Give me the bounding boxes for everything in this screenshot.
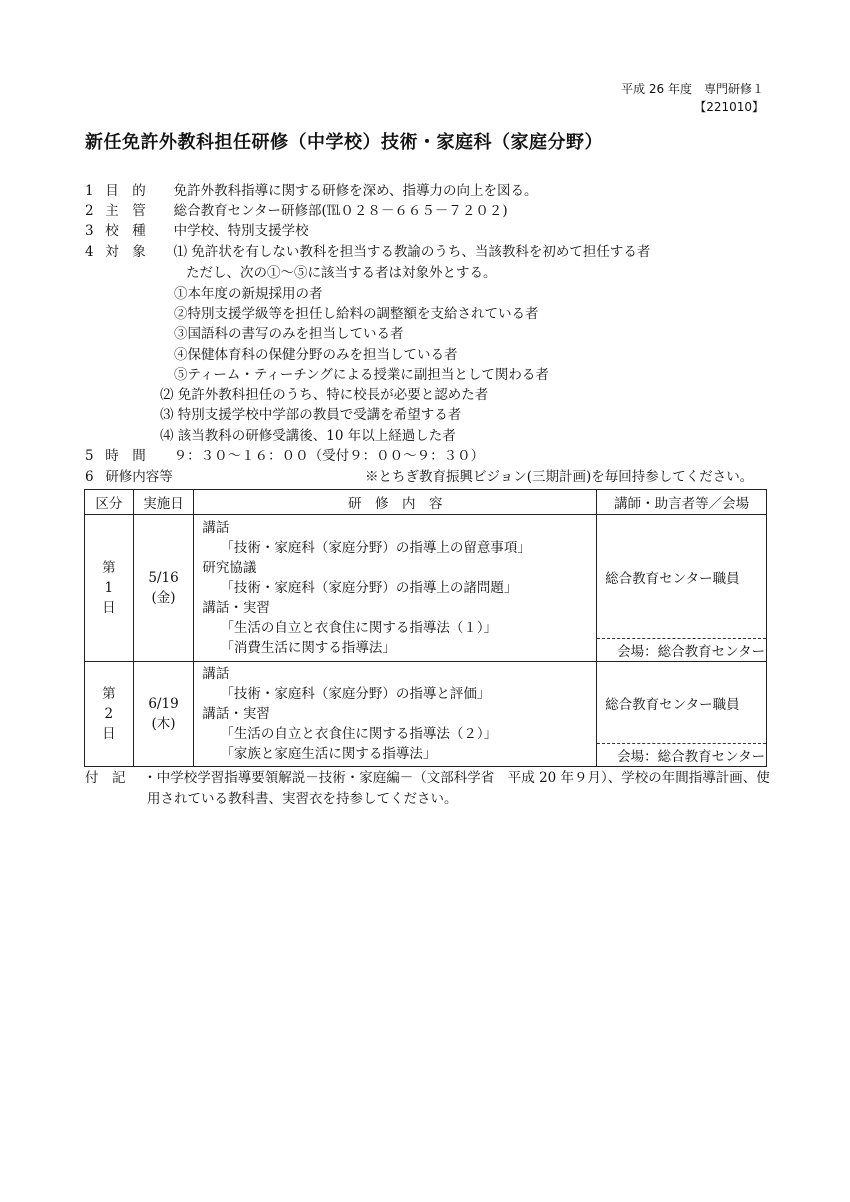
item-text: 総合教育センター研修部(℡０２８－６６５－７２０２) [173,203,508,219]
item-content [85,467,173,487]
item-organizer [85,201,508,221]
item-purpose [85,181,538,201]
content-cell [194,515,597,662]
header-date: 実施日 [133,490,194,515]
item-text: ９：３０～１６：００（受付９：００～９：３０） [173,448,485,464]
day-char: 第 [102,686,116,702]
item-number: 3 [85,223,94,239]
target-exclusion-note: ただし、次の①～⑤に該当する者は対象外とする。 [186,265,497,281]
item-label: 目 的 [105,183,146,199]
instructor-cell [597,662,767,767]
bring-vision-note: ※とちぎ教育振興ビジョン(三期計画)を毎回持参してください。 [365,469,754,485]
item-label: 主 管 [105,203,146,219]
course-code: 【221010】 [694,100,764,114]
instructor-cell [597,515,767,662]
item-label: 研修内容等 [105,469,173,485]
day-char: 第 [102,560,116,576]
session-date: 5/16 [148,570,179,586]
exclusion-item: ①本年度の新規採用の者 [174,286,323,302]
content-line: 「消費生活に関する指導法」 [220,640,396,656]
item-number: 1 [85,183,94,199]
date-cell [133,515,194,662]
content-line: 講話・実習 [202,600,270,616]
session-date: 6/19 [148,696,179,712]
content-line: 研究協議 [202,560,257,576]
table-header-row [85,490,767,515]
item-number: 4 [85,244,94,260]
item-target [85,242,650,262]
content-line: 講話 [202,520,230,536]
exclusion-item: ④保健体育科の保健分野のみを担当している者 [174,347,458,363]
content-line: 講話 [202,666,230,682]
day-cell [85,662,134,767]
item-number: 6 [85,469,94,485]
exclusion-item: ②特別支援学級等を担任し給料の調整額を支給されている者 [174,306,539,322]
item-number: 5 [85,448,94,464]
item-school-type [85,221,309,241]
footer-line-2: 用されている教科書、実習衣を持参してください。 [147,791,458,807]
date-cell [133,662,194,767]
venue: 会場：総合教育センター [597,638,766,661]
header-instructor: 講師・助言者等／会場 [597,490,767,515]
item-time [85,446,484,466]
item-number: 2 [85,203,94,219]
item-label: 時 間 [105,448,146,464]
content-line: 「生活の自立と衣食住に関する指導法（２）」 [220,726,498,742]
exclusion-item: ⑤ティーム・ティーチングによる授業に副担当として関わる者 [174,367,549,383]
item-text: 中学校、特別支援学校 [173,223,309,239]
footer-label: 付 記 [85,770,126,786]
schedule-table [84,489,767,767]
day-char: 日 [102,726,116,742]
day-char: 2 [104,706,114,722]
session-weekday: (金) [151,590,176,606]
instructor-name: 総合教育センター職員 [605,570,740,587]
content-line: 講話・実習 [202,706,270,722]
venue: 会場：総合教育センター [597,743,766,766]
item-text: 免許外教科指導に関する研修を深め、指導力の向上を図る。 [173,183,538,199]
fiscal-year-label: 平成 26 年度 専門研修１ [621,82,764,96]
page-title: 新任免許外教科担任研修（中学校）技術・家庭科（家庭分野） [85,132,603,153]
content-cell [194,662,597,767]
content-line: 「技術・家庭科（家庭分野）の指導上の諸問題」 [220,580,518,596]
footer-note [85,768,770,788]
header-content: 研 修 内 容 [194,490,597,515]
table-row [85,662,767,767]
content-line: 「生活の自立と衣食住に関する指導法（１）」 [220,620,498,636]
exclusion-item: ③国語科の書写のみを担当している者 [174,326,404,342]
target-condition-2: ⑵ 免許外教科担任のうち、特に校長が必要と認めた者 [160,387,489,403]
content-line: 「技術・家庭科（家庭分野）の指導上の留意事項」 [220,540,531,556]
day-char: 日 [102,600,116,616]
day-cell [85,515,134,662]
item-label: 校 種 [105,223,146,239]
footer-line-1: ・中学校学習指導要領解説－技術・家庭編－（文部科学省 平成 20 年９月）、学校の年間指導計画、使 [143,770,770,786]
instructor-name: 総合教育センター職員 [605,696,740,713]
item-label: 対 象 [105,244,146,260]
target-condition-1: ⑴ 免許状を有しない教科を担当する教諭のうち、当該教科を初めて担任する者 [173,244,651,260]
day-char: 1 [104,580,114,596]
target-condition-3: ⑶ 特別支援学校中学部の教員で受講を希望する者 [160,407,462,423]
content-line: 「家族と家庭生活に関する指導法」 [220,746,437,762]
target-condition-4: ⑷ 該当教科の研修受講後、10 年以上経過した者 [160,428,456,444]
content-line: 「技術・家庭科（家庭分野）の指導と評価」 [220,686,491,702]
table-row [85,515,767,662]
session-weekday: (木) [151,716,176,732]
header-kubun: 区分 [85,490,134,515]
